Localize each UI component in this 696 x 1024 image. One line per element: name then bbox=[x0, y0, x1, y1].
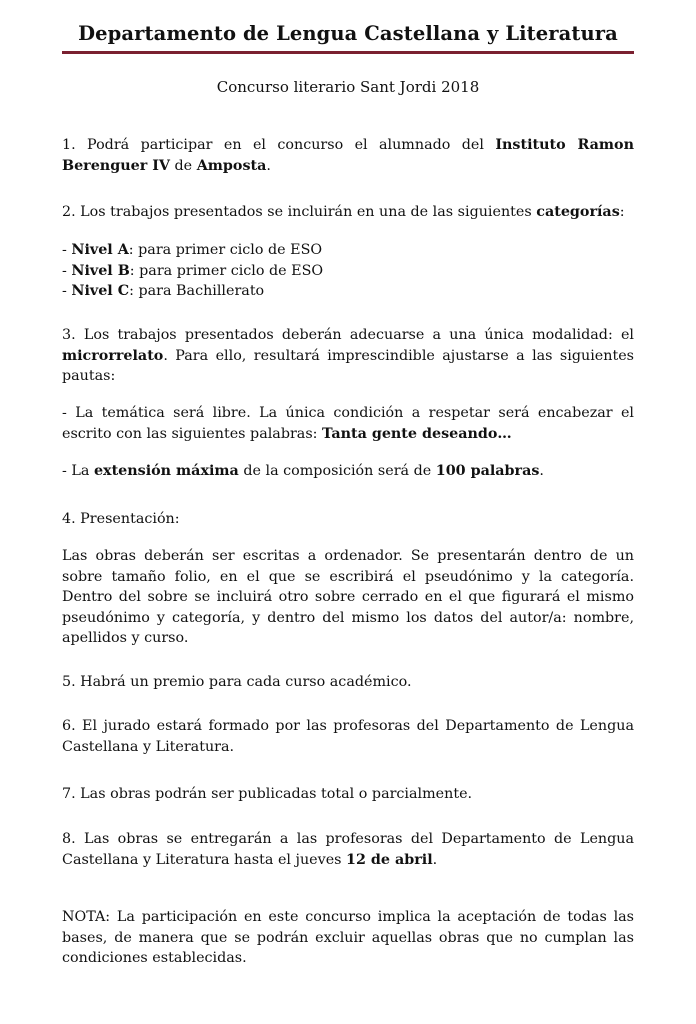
clause-5: 5. Habrá un premio para cada curso académico. bbox=[62, 674, 412, 690]
clause-6: 6. El jurado estará formado por las profesoras del Departamento de Lengua Castellana y Literatura. bbox=[62, 718, 634, 755]
list-item: - Nivel C: para Bachillerato bbox=[62, 283, 265, 300]
guideline-theme: - La temática será libre. La única condición a respetar será encabezar el escrito con las siguientes palabras: Tanta gente deseando… bbox=[62, 405, 634, 442]
levels-list bbox=[62, 240, 634, 302]
department-header: Departamento de Lengua Castellana y Literatura bbox=[78, 22, 618, 45]
clause-8: 8. Las obras se entregarán a las profesoras del Departamento de Lengua Castellana y Literatura hasta el jueves 12 de abril. bbox=[62, 831, 634, 868]
clause-7: 7. Las obras podrán ser publicadas total o parcialmente. bbox=[62, 786, 473, 802]
clause-4-body: Las obras deberán ser escritas a ordenador. Se presentarán dentro de un sobre tamaño folio, en el que se escribirá el pseudónimo y la categoría. Dentro del sobre se incluirá otro sobre cerrado en el que figurará el mismo pseudónimo y categoría, y dentro del mismo los datos del autor/a: nombre, apellidos y curso. bbox=[62, 548, 634, 647]
list-item: - Nivel B: para primer ciclo de ESO bbox=[62, 262, 324, 279]
clause-1: 1. Podrá participar en el concurso el alumnado del Instituto Ramon Berenguer IV de Amposta. bbox=[62, 137, 634, 174]
list-item: - Nivel A: para primer ciclo de ESO bbox=[62, 242, 323, 258]
note: NOTA: La participación en este concurso implica la aceptación de todas las bases, de manera que se podrán excluir aquellas obras que no cumplan las condiciones establecidas. bbox=[62, 909, 634, 967]
guideline-length: - La extensión máxima de la composición será de 100 palabras. bbox=[62, 463, 544, 479]
clause-3: 3. Los trabajos presentados deberán adecuarse a una única modalidad: el microrrelato. Para ello, resultará imprescindible ajustarse a las siguientes pautas: bbox=[62, 327, 634, 385]
clause-4-heading: 4. Presentación: bbox=[62, 511, 180, 527]
document-title: Concurso literario Sant Jordi 2018 bbox=[216, 78, 480, 96]
clause-2: 2. Los trabajos presentados se incluirán en una de las siguientes categorías: bbox=[62, 204, 625, 220]
header-rule bbox=[62, 51, 634, 54]
